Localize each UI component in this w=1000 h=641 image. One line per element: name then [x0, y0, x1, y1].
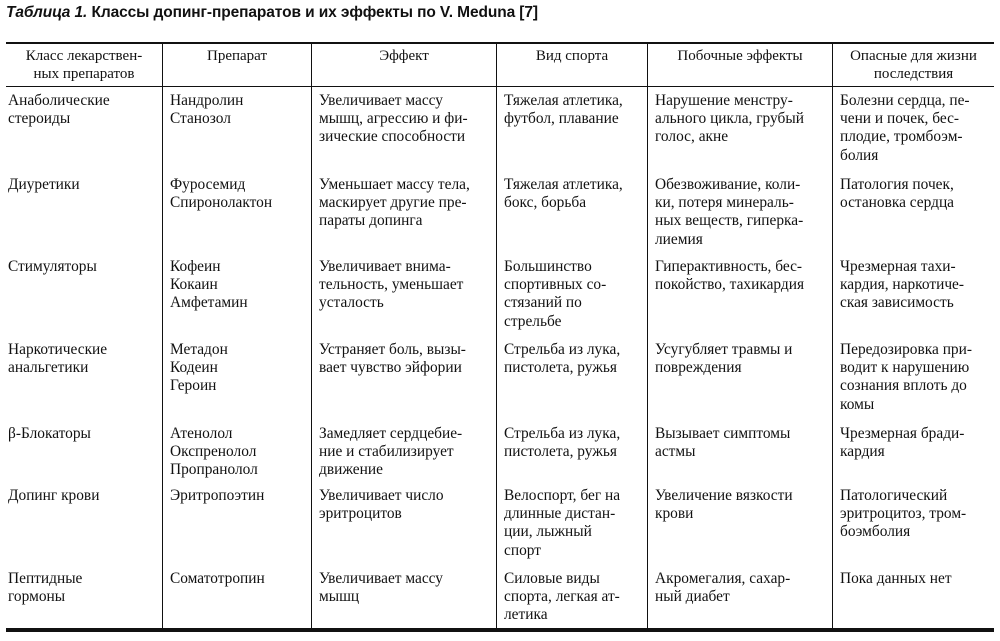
cell-effect: Увеличивает массу мышц, агрессию и фи- зические способности [319, 92, 468, 146]
cell-class: Диуретики [8, 176, 80, 193]
cell-sport: Большинство спортивных со- стязаний по стрельбе [504, 258, 607, 330]
cell-effect: Увеличивает число эритроцитов [319, 487, 444, 523]
table-bottom-rule [6, 628, 994, 632]
header-sport: Вид спорта [535, 48, 609, 64]
header-danger: Опасные для жизни последствия [850, 48, 977, 82]
cell-danger: Болезни сердца, пе- чени и почек, бес- плодие, тромбоэм- болия [840, 92, 970, 164]
cell-sport: Тяжелая атлетика, футбол, плавание [504, 92, 623, 128]
header-side-effects: Побочные эффекты [677, 48, 803, 64]
cell-sport: Стрельба из лука, пистолета, ружья [504, 425, 621, 461]
cell-danger: Патология почек, остановка сердца [840, 176, 955, 212]
cell-class: Анаболические стероиды [8, 92, 110, 128]
cell-effect: Увеличивает внима- тельность, уменьшает усталость [319, 258, 464, 312]
cell-class: β-Блокаторы [8, 425, 91, 442]
cell-effect: Устраняет боль, вызы- вает чувство эйфории [319, 341, 466, 377]
cell-class: Наркотические анальгетики [8, 341, 108, 377]
header-drug: Препарат [207, 48, 267, 64]
cell-danger: Патологический эритроцитоз, тром- боэмболия [840, 487, 967, 541]
cell-effect: Замедляет сердцебие- ние и стабилизирует движение [319, 425, 463, 479]
cell-drug: Фуросемид Спиронолактон [170, 176, 273, 212]
table-number: Таблица 1. [6, 4, 88, 21]
cell-drug: Атенолол Окспренолол Пропранолол [170, 425, 258, 479]
cell-danger: Чрезмерная бради- кардия [840, 425, 965, 461]
cell-side-effects: Акромегалия, сахар- ный диабет [655, 570, 791, 606]
cell-effect: Увеличивает массу мышц [319, 570, 443, 606]
cell-class: Пептидные гормоны [8, 570, 83, 606]
table-top-rule [6, 42, 994, 44]
table-title: Классы допинг-препаратов и их эффекты по V. Meduna [7] [91, 4, 538, 21]
cell-danger: Чрезмерная тахи- кардия, наркотиче- ская зависимость [840, 258, 965, 312]
cell-class: Допинг крови [8, 487, 100, 504]
cell-side-effects: Обезвоживание, коли- ки, потеря минераль- ных веществ, гиперка- лиемия [655, 176, 804, 248]
cell-effect: Уменьшает массу тела, маскирует другие пре- параты допинга [319, 176, 470, 230]
header-effect: Эффект [379, 48, 429, 64]
cell-class: Стимуляторы [8, 258, 97, 275]
cell-side-effects: Вызывает симптомы астмы [655, 425, 791, 461]
cell-side-effects: Нарушение менстру- ального цикла, грубый голос, акне [655, 92, 804, 146]
header-bottom-rule [6, 86, 994, 87]
header-class: Класс лекарствен- ных препаратов [25, 48, 143, 82]
column-divider [162, 44, 163, 628]
cell-side-effects: Усугубляет травмы и повреждения [655, 341, 793, 377]
column-divider [832, 44, 833, 628]
cell-danger: Передозировка при- водит к нарушению сознания вплоть до комы [840, 341, 972, 413]
cell-sport: Силовые виды спорта, легкая ат- летика [504, 570, 620, 624]
cell-side-effects: Гиперактивность, бес- покойство, тахикардия [655, 258, 805, 294]
cell-danger: Пока данных нет [840, 570, 952, 587]
cell-drug: Метадон Кодеин Героин [170, 341, 228, 395]
cell-drug: Нандролин Станозол [170, 92, 244, 128]
table-caption [6, 4, 538, 22]
column-divider [496, 44, 497, 628]
cell-sport: Тяжелая атлетика, бокс, борьба [504, 176, 623, 212]
column-divider [647, 44, 648, 628]
cell-side-effects: Увеличение вязкости крови [655, 487, 793, 523]
cell-sport: Велоспорт, бег на длинные дистан- ции, лыжный спорт [504, 487, 621, 559]
cell-drug: Эритропоэтин [170, 487, 265, 504]
cell-drug: Соматотропин [170, 570, 265, 587]
column-divider [311, 44, 312, 628]
cell-sport: Стрельба из лука, пистолета, ружья [504, 341, 621, 377]
cell-drug: Кофеин Кокаин Амфетамин [170, 258, 248, 312]
